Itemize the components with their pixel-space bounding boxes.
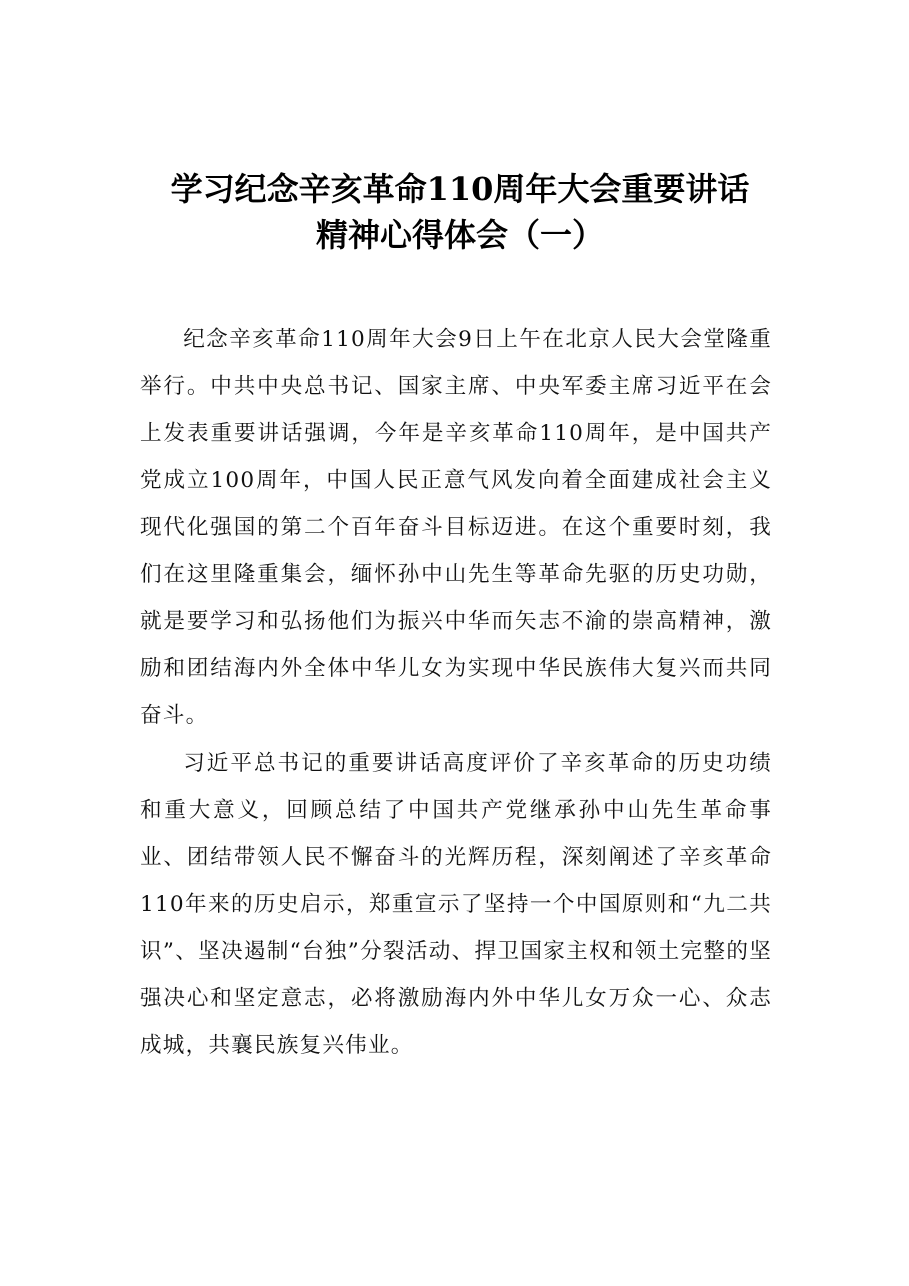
document-body — [140, 316, 772, 1070]
paragraph-1: 纪念辛亥革命110周年大会9日上午在北京人民大会堂隆重举行。中共中央总书记、国家主席、中央军委主席习近平在会上发表重要讲话强调，今年是辛亥革命110周年，是中国共产党成立100周年，中国人民正意气风发向着全面建成社会主义现代化强国的第二个百年奋斗目标迈进。在这个重要时刻，我们在这里隆重集会，缅怀孙中山先生等革命先驱的历史功勋，就是要学习和弘扬他们为振兴中华而矢志不渝的崇高精神，激励和团结海内外全体中华儿女为实现中华民族伟大复兴而共同奋斗。 — [140, 327, 772, 728]
title-line-1: 学习纪念辛亥革命110周年大会重要讲话 — [170, 170, 750, 208]
document-title — [140, 166, 780, 258]
paragraph-2: 习近平总书记的重要讲话高度评价了辛亥革命的历史功绩和重大意义，回顾总结了中国共产党继承孙中山先生革命事业、团结带领人民不懈奋斗的光辉历程，深刻阐述了辛亥革命110年来的历史启示，郑重宣示了坚持一个中国原则和“九二共识”、坚决遏制“台独”分裂活动、捍卫国家主权和领土完整的坚强决心和坚定意志，必将激励海内外中华儿女万众一心、众志成城，共襄民族复兴伟业。 — [140, 751, 772, 1058]
title-line-2: 精神心得体会（一） — [315, 216, 604, 254]
